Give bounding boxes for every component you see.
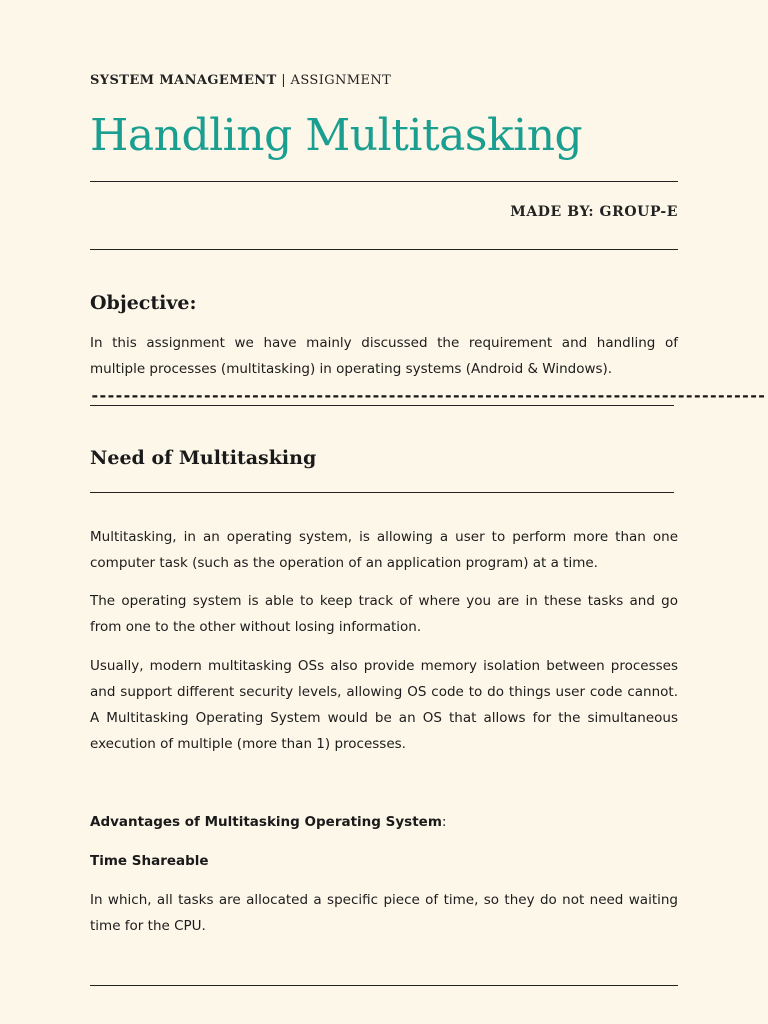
author-divider [90,249,678,250]
need-paragraph: Multitasking, in an operating system, is allowing a user to perform more than one computer task (such as the operation of an application program) at a time. [90,529,678,571]
advantage-text: In which, all tasks are allocated a specific piece of time, so they do not need waiting time for the CPU. [90,892,678,934]
dashed-divider: ------------------------------------------------------------------------------------ [90,386,765,405]
title-divider [90,181,678,182]
advantage-title: Time Shareable [90,853,209,869]
need-divider [90,492,674,493]
header-separator: | [276,73,291,88]
advantages-heading-text: Advantages of Multitasking Operating System [90,814,442,830]
need-paragraph: Usually, modern multitasking OSs also provide memory isolation between processes and support different security levels, allowing OS code to do things user code cannot. A Multitasking Operating System would be an OS that allows for the simultaneous execution of multiple (more than 1) processes. [90,658,678,752]
footer-divider [90,985,678,986]
header-category: SYSTEM MANAGEMENT [90,73,277,88]
objective-heading: Objective: [90,292,197,314]
advantages-heading-colon: : [441,814,447,830]
advantages-heading [90,814,446,830]
need-heading: Need of Multitasking [90,447,317,469]
document-title: Handling Multitasking [90,110,583,161]
dashed-divider-underline [90,405,674,406]
objective-text: In this assignment we have mainly discussed the requirement and handling of multiple processes (multitasking) in operating systems (Android & Windows). [90,335,678,377]
header-type: ASSIGNMENT [290,73,392,88]
author-line: MADE BY: GROUP-E [510,204,678,220]
document-header [90,73,391,88]
need-paragraph: The operating system is able to keep track of where you are in these tasks and go from one to the other without losing information. [90,593,678,635]
